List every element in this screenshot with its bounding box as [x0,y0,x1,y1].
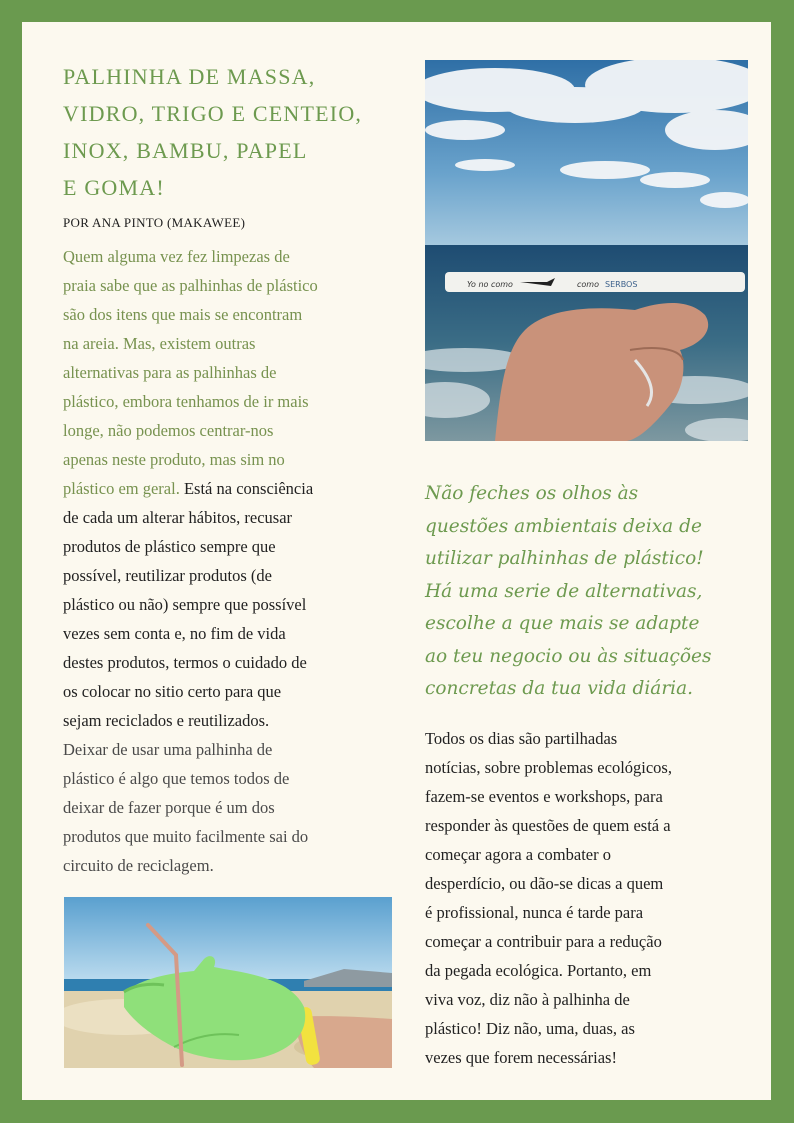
article-title [63,58,383,206]
body-line: possível, reutilizar produtos (de [63,566,272,585]
body-line: Deixar de usar uma palhinha de [63,740,273,759]
quote-line: Há uma serie de alternativas, [425,580,703,602]
body-line: fazem-se eventos e workshops, para [425,787,663,806]
title-line: VIDRO, TRIGO E CENTEIO, [63,101,363,126]
article-page [22,22,771,1100]
title-line: PALHINHA DE MASSA, [63,64,316,89]
body-line: longe, não podemos centrar-nos [63,421,274,440]
body-line: começar agora a combater o [425,845,611,864]
straw-print: como [577,280,599,289]
body-line: plástico em geral. Está na consciência [63,479,314,498]
photo-hand-holding-straw-at-beach [425,60,748,441]
author-byline: POR ANA PINTO (MAKAWEE) [63,215,246,230]
body-line: viva voz, diz não à palhinha de [425,990,630,1009]
quote-line: utilizar palhinhas de plástico! [425,548,704,569]
body-line: circuito de reciclagem. [63,856,214,875]
quote-line: escolhe a que mais se adapte [425,613,700,634]
body-line: produtos de plástico sempre que [63,537,276,556]
body-text-left [63,242,393,880]
title-line: INOX, BAMBU, PAPEL [63,138,308,163]
body-line: plástico, embora tenhamos de ir mais [63,392,309,411]
body-line: plástico! Diz não, uma, duas, as [425,1019,635,1038]
body-line: notícias, sobre problemas ecológicos, [425,758,672,777]
body-line: alternativas para as palhinhas de [63,363,277,382]
straw-brand: SERBOS [605,280,638,289]
body-line: são dos itens que mais se encontram [63,305,303,324]
body-line: na areia. Mas, existem outras [63,334,256,353]
quote-line: ao teu negocio ou às situações [425,645,712,667]
body-line: Quem alguma vez fez limpezas de [63,247,290,266]
body-line: Todos os dias são partilhadas [425,729,618,748]
photo-gloved-hand-metal-straw [64,897,392,1068]
title-line: E GOMA! [63,175,165,200]
straw-print: Yo no como [467,280,513,289]
pull-quote [425,478,755,706]
body-line: plástico ou não) sempre que possível [63,595,307,614]
body-line: produtos que muito facilmente sai do [63,827,309,846]
body-line: começar a contribuir para a redução [425,932,662,951]
body-line: desperdício, ou dão-se dicas a quem [425,874,664,893]
body-line: plástico é algo que temos todos de [63,769,290,788]
body-line: deixar de fazer porque é um dos [63,798,275,817]
body-line: responder às questões de quem está a [425,816,671,835]
quote-line: Não feches os olhos às [425,483,639,504]
body-line: vezes sem conta e, no fim de vida [63,624,286,643]
body-line: praia sabe que as palhinhas de plástico [63,276,318,295]
body-line: vezes que forem necessárias! [425,1048,617,1067]
quote-line: concretas da tua vida diária. [425,678,693,699]
body-line: sejam reciclados e reutilizados. [63,711,270,730]
body-line: destes produtos, termos o cuidado de [63,653,307,672]
body-line: apenas neste produto, mas sim no [63,450,285,469]
body-text-right [425,724,755,1072]
body-line: de cada um alterar hábitos, recusar [63,508,293,527]
quote-line: questões ambientais deixa de [425,515,702,537]
body-line: os colocar no sitio certo para que [63,682,282,701]
body-line: é profissional, nunca é tarde para [425,903,644,922]
body-line: da pegada ecológica. Portanto, em [425,961,652,980]
